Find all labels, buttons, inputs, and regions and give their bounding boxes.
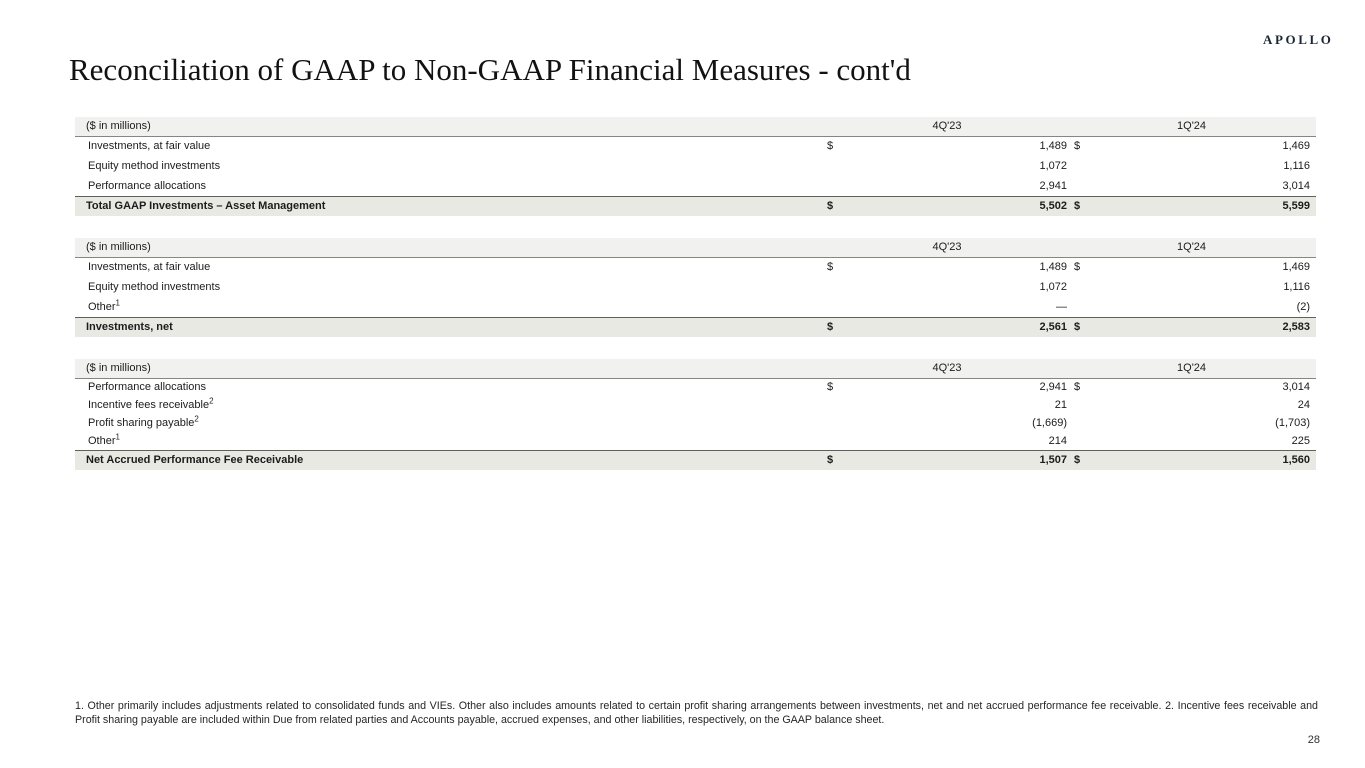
row-value-4q23: 2,941 [867, 378, 1067, 396]
table-header-row [75, 117, 1316, 136]
dollar-sign: $ [827, 257, 867, 277]
total-value-4q23: 1,507 [867, 450, 1067, 470]
row-value-1q24: 24 [1107, 396, 1316, 414]
dollar-sign [1067, 414, 1107, 432]
total-value-1q24: 5,599 [1107, 196, 1316, 216]
dollar-sign: $ [1067, 257, 1107, 277]
row-label-text: Performance allocations [88, 381, 207, 394]
row-value-1q24: 1,116 [1107, 277, 1316, 297]
table-row [75, 176, 1316, 196]
total-value-4q23: 2,561 [867, 317, 1067, 337]
total-row [75, 450, 1316, 470]
total-value-4q23: 5,502 [867, 196, 1067, 216]
total-value-1q24: 2,583 [1107, 317, 1316, 337]
total-row-label: Investments, net [75, 317, 827, 337]
dollar-sign: $ [1067, 136, 1107, 156]
total-row [75, 196, 1316, 216]
dollar-sign: $ [827, 317, 867, 337]
table-row [75, 396, 1316, 414]
row-value-1q24: (2) [1107, 297, 1316, 317]
table-row [75, 257, 1316, 277]
row-value-4q23: 21 [867, 396, 1067, 414]
row-label [75, 414, 827, 432]
row-value-4q23: 214 [867, 432, 1067, 450]
total-row [75, 317, 1316, 337]
table-row [75, 378, 1316, 396]
unit-label: ($ in millions) [75, 238, 827, 257]
row-label [75, 136, 827, 156]
row-value-1q24: 1,469 [1107, 136, 1316, 156]
row-value-1q24: 1,469 [1107, 257, 1316, 277]
dollar-sign [827, 176, 867, 196]
row-label-text: Performance allocations [88, 179, 207, 192]
dollar-sign: $ [827, 196, 867, 216]
page-title: Reconciliation of GAAP to Non-GAAP Financial Measures - cont'd [69, 52, 911, 87]
row-value-1q24: 3,014 [1107, 378, 1316, 396]
row-value-1q24: 225 [1107, 432, 1316, 450]
dollar-sign: $ [1067, 450, 1107, 470]
row-label [75, 378, 827, 396]
column-header-4q23: 4Q'23 [827, 238, 1067, 257]
row-label [75, 297, 827, 317]
table-row [75, 432, 1316, 450]
row-label [75, 277, 827, 297]
row-value-4q23: 1,072 [867, 156, 1067, 176]
dollar-sign [1067, 297, 1107, 317]
table-row [75, 136, 1316, 156]
dollar-sign [1067, 156, 1107, 176]
dollar-sign [827, 277, 867, 297]
row-label [75, 156, 827, 176]
row-label [75, 176, 827, 196]
dollar-sign: $ [1067, 378, 1107, 396]
dollar-sign [827, 156, 867, 176]
row-value-4q23: — [867, 297, 1067, 317]
footnote-ref: 2 [209, 396, 214, 406]
total-row-label: Net Accrued Performance Fee Receivable [75, 450, 827, 470]
column-header-1q24: 1Q'24 [1067, 238, 1316, 257]
column-header-1q24: 1Q'24 [1067, 359, 1316, 378]
row-label-text: Other [88, 434, 116, 447]
dollar-sign [827, 297, 867, 317]
unit-label: ($ in millions) [75, 359, 827, 378]
row-label-text: Equity method investments [88, 160, 221, 172]
row-label-text: Investments, at fair value [88, 261, 211, 274]
row-label-text: Other [88, 300, 116, 313]
total-row-label: Total GAAP Investments – Asset Management [75, 196, 827, 216]
footnote-ref: 1 [115, 432, 120, 442]
table-net-accrued-performance-fee [75, 359, 1316, 470]
row-value-1q24: (1,703) [1107, 414, 1316, 432]
row-value-4q23: 1,489 [867, 257, 1067, 277]
page-number: 28 [1307, 734, 1320, 746]
row-value-4q23: (1,669) [867, 414, 1067, 432]
footnote-ref: 2 [194, 414, 199, 424]
dollar-sign: $ [827, 450, 867, 470]
column-header-4q23: 4Q'23 [827, 359, 1067, 378]
apollo-logo: APOLLO [1263, 32, 1334, 47]
table-row [75, 414, 1316, 432]
dollar-sign [1067, 176, 1107, 196]
dollar-sign: $ [827, 378, 867, 396]
row-label-text: Incentive fees receivable [88, 399, 210, 411]
table-total-gaap-investments [75, 117, 1316, 216]
table-investments-net [75, 238, 1316, 337]
table-header-row [75, 359, 1316, 378]
column-header-1q24: 1Q'24 [1067, 117, 1316, 136]
tables-container [75, 117, 1316, 470]
footnote: 1. Other primarily includes adjustments related to consolidated funds and VIEs. Other also includes amounts related to certain profit sharing arrangements between investments, net and net accrued performance fee receivable. 2. Incentive fees receivable and Profit sharing payable are included within Due from related parties and Accounts payable, accrued expenses, and other liabilities, respectively, on the GAAP balance sheet. [75, 700, 1318, 726]
row-value-1q24: 3,014 [1107, 176, 1316, 196]
row-label-text: Equity method investments [88, 281, 221, 293]
total-value-1q24: 1,560 [1107, 450, 1316, 470]
column-header-4q23: 4Q'23 [827, 117, 1067, 136]
row-value-1q24: 1,116 [1107, 156, 1316, 176]
unit-label: ($ in millions) [75, 117, 827, 136]
dollar-sign: $ [1067, 317, 1107, 337]
dollar-sign [827, 414, 867, 432]
row-label [75, 432, 827, 450]
footnote-ref: 1 [115, 298, 120, 308]
dollar-sign [1067, 432, 1107, 450]
row-value-4q23: 1,489 [867, 136, 1067, 156]
row-label [75, 257, 827, 277]
table-row [75, 297, 1316, 317]
dollar-sign: $ [827, 136, 867, 156]
row-value-4q23: 2,941 [867, 176, 1067, 196]
dollar-sign [827, 396, 867, 414]
table-header-row [75, 238, 1316, 257]
row-label-text: Investments, at fair value [88, 140, 211, 153]
row-label [75, 396, 827, 414]
table-row [75, 156, 1316, 176]
table-row [75, 277, 1316, 297]
dollar-sign [1067, 277, 1107, 297]
dollar-sign [827, 432, 867, 450]
row-value-4q23: 1,072 [867, 277, 1067, 297]
dollar-sign: $ [1067, 196, 1107, 216]
dollar-sign [1067, 396, 1107, 414]
row-label-text: Profit sharing payable [88, 417, 195, 429]
